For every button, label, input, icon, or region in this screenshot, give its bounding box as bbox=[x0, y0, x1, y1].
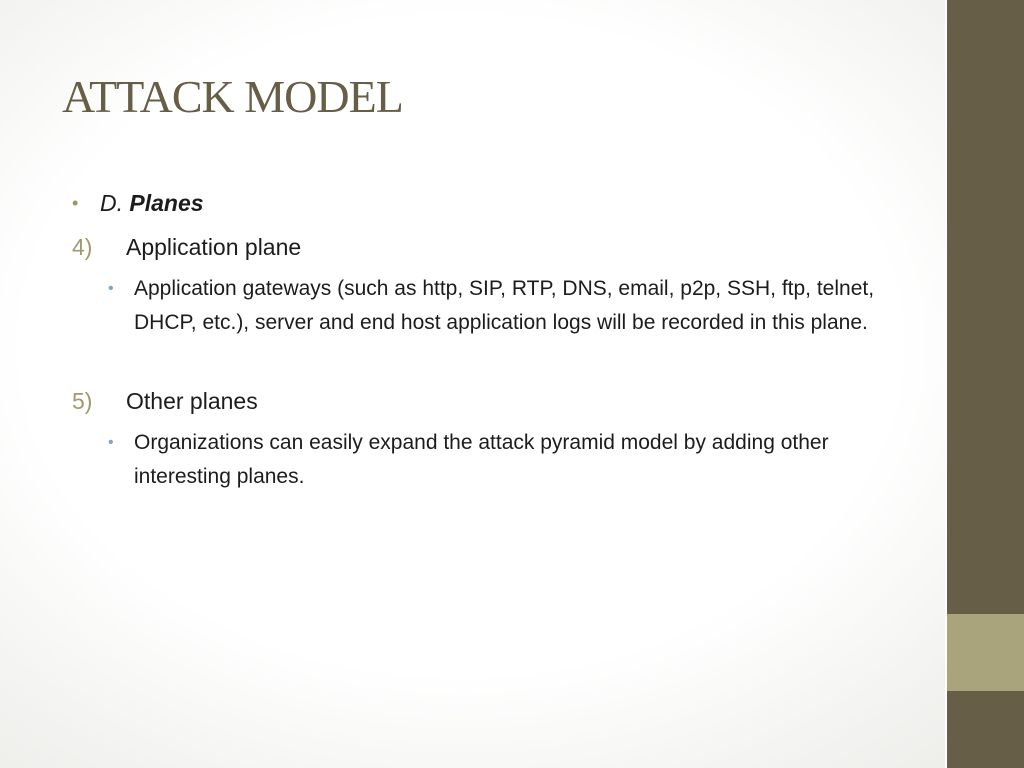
slide-body bbox=[72, 186, 912, 494]
section-label: Planes bbox=[129, 190, 204, 216]
bullet-icon: • bbox=[108, 280, 114, 297]
list-item-other-planes bbox=[72, 384, 912, 418]
spacer bbox=[72, 340, 912, 374]
section-prefix: D. bbox=[100, 190, 123, 216]
item-detail-text: Application gateways (such as http, SIP, RTP, DNS, email, p2p, SSH, ftp, telnet, DHCP, etc.), server and end host application logs will be recorded in this plane. bbox=[134, 277, 875, 334]
item-detail-text: Organizations can easily expand the attack pyramid model by adding other interesting planes. bbox=[134, 431, 829, 488]
item-label: Application plane bbox=[126, 234, 302, 260]
item-number: 5) bbox=[72, 388, 93, 414]
slide-title: ATTACK MODEL bbox=[62, 71, 403, 122]
item-detail bbox=[72, 272, 904, 340]
list-item-application-plane bbox=[72, 230, 912, 264]
section-heading bbox=[72, 186, 912, 220]
item-detail bbox=[72, 426, 904, 494]
bullet-icon: • bbox=[72, 193, 79, 213]
sidebar-accent-block bbox=[947, 614, 1024, 691]
item-number: 4) bbox=[72, 234, 93, 260]
bullet-icon: • bbox=[108, 434, 114, 451]
item-label: Other planes bbox=[126, 388, 258, 414]
